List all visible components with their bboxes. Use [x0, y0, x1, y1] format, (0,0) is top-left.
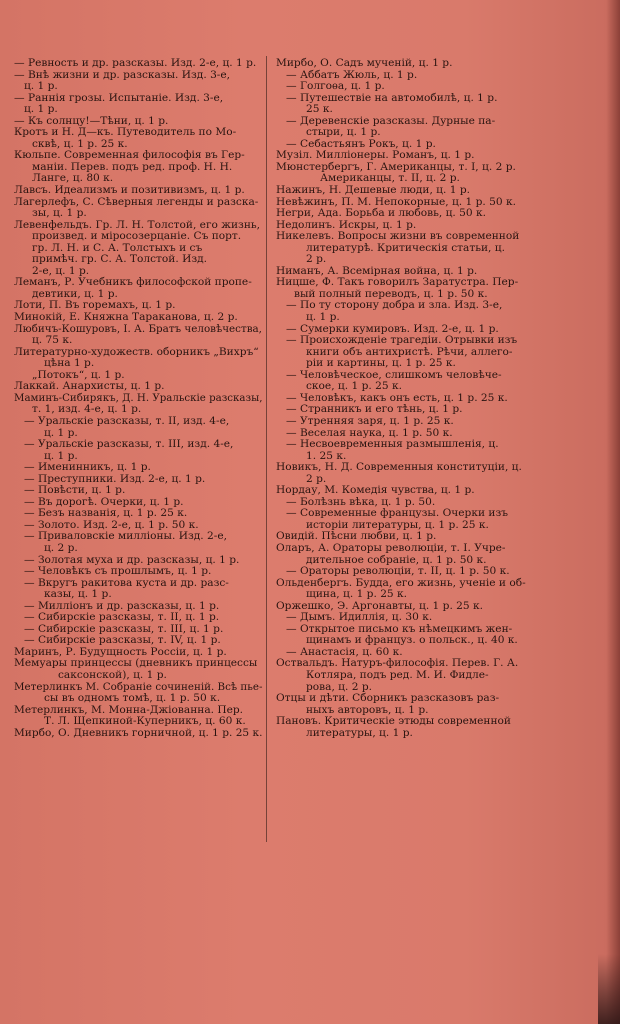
catalog-line: — Путешествіе на автомобилѣ, ц. 1 р. [286, 91, 498, 104]
catalog-line: — Анастасія, ц. 60 к. [286, 645, 403, 658]
catalog-line: — Именинникъ, ц. 1 р. [24, 461, 151, 474]
catalog-line: Отцы и дѣти. Сборникъ разсказовъ раз- [276, 692, 500, 705]
catalog-line: Ниманъ, А. Всемірная война, ц. 1 р. [276, 264, 478, 277]
catalog-line: Новикъ, Н. Д. Современныя конституціи, ц. [276, 461, 522, 474]
catalog-line: Ольденбергъ. Будда, его жизнь, ученіе и об- [276, 576, 526, 589]
catalog-line: вый полный переводъ, ц. 1 р. 50 к. [294, 287, 488, 300]
catalog-line: — Сибирскіе разсказы, т. III, ц. 1 р. [24, 622, 224, 635]
catalog-line: Леманъ, Р. Учебникъ философской пропе- [14, 276, 252, 289]
catalog-line: — Приваловскіе милліоны. Изд. 2-е, [24, 530, 227, 543]
catalog-line: — Милліонъ и др. разсказы, ц. 1 р. [24, 599, 220, 612]
catalog-line: ц. 75 к. [32, 334, 73, 347]
catalog-line: Нордау, М. Комедія чувства, ц. 1 р. [276, 484, 475, 497]
catalog-line: Американцы, т. II, ц. 2 р. [320, 172, 460, 185]
catalog-line: гр. Л. Н. и С. А. Толстыхъ и съ [32, 241, 203, 254]
catalog-line: — Веселая наука, ц. 1 р. 50 к. [286, 426, 453, 439]
catalog-line: книги объ антихристѣ. Рѣчи, аллего- [306, 345, 513, 358]
catalog-line: Маминъ-Сибирякъ, Д. Н. Уральскіе разсказы, [14, 391, 263, 404]
catalog-line: цѣна 1 р. [44, 357, 95, 370]
catalog-line: — Сибирскіе разсказы, т. IV, ц. 1 р. [24, 634, 221, 647]
catalog-line: Лоти, П. Въ горемахъ, ц. 1 р. [14, 299, 176, 312]
catalog-line: — Дымъ. Идиллія, ц. 30 к. [286, 611, 433, 624]
catalog-line: Лагерлефъ, С. Сѣверныя легенды и разска- [14, 195, 259, 208]
catalog-line: рова, ц. 2 р. [306, 680, 372, 693]
catalog-line: сы въ одномъ томѣ, ц. 1 р. 50 к. [44, 692, 221, 705]
left-column [14, 58, 262, 739]
catalog-line: ныхъ авторовъ, ц. 1 р. [306, 703, 429, 716]
catalog-line: Ланге, ц. 80 к. [32, 172, 114, 185]
catalog-line: Ницше, Ф. Такъ говорилъ Заратустра. Пер- [276, 276, 519, 289]
right-column [276, 58, 550, 739]
catalog-line: сквѣ, ц. 1 р. 25 к. [32, 137, 128, 150]
catalog-line: — Аббатъ Жюль, ц. 1 р. [286, 68, 418, 81]
catalog-line: исторіи литературы, ц. 1 р. 25 к. [306, 518, 489, 531]
catalog-line: „Потокъ“, ц. 1 р. [32, 368, 125, 381]
catalog-line: Маринъ, Р. Будущность Россіи, ц. 1 р. [14, 645, 227, 658]
catalog-line: — Внѣ жизни и др. разсказы. Изд. 3-е, [14, 68, 231, 81]
catalog-line: — Человѣкъ, какъ онъ есть, ц. 1 р. 25 к. [286, 391, 508, 404]
catalog-line: т. 1, изд. 4-е, ц. 1 р. [32, 403, 142, 416]
catalog-line: ц. 1 р. [306, 311, 340, 324]
catalog-line: — По ту сторону добра и зла. Изд. 3-е, [286, 299, 503, 312]
catalog-line: — Голгоѳа, ц. 1 р. [286, 80, 385, 93]
catalog-line: Мирбо, О. Дневникъ горничной, ц. 1 р. 25 к. [14, 726, 263, 739]
catalog-line: саксонской), ц. 1 р. [58, 668, 167, 681]
catalog-line: ріи и картины, ц. 1 р. 25 к. [306, 357, 456, 370]
catalog-line: Кротъ и Н. Д—къ. Путеводитель по Мо- [14, 126, 237, 139]
catalog-line: — Происхожденіе трагедіи. Отрывки изъ [286, 334, 518, 347]
catalog-line: — Болѣзнь вѣка, ц. 1 р. 50. [286, 495, 436, 508]
catalog-line: — Раннія грозы. Испытаніе. Изд. 3-е, [14, 91, 224, 104]
catalog-line: литературѣ. Критическія статьи, ц. [306, 241, 505, 254]
catalog-line: Никелевъ. Вопросы жизни въ современной [276, 230, 520, 243]
catalog-line: Метерлинкъ М. Собраніе сочиненій. Всѣ пье- [14, 680, 263, 693]
catalog-line: Пановъ. Критическіе этюды современной [276, 715, 511, 728]
catalog-line: 25 к. [306, 103, 333, 116]
catalog-line: — Повѣсти, ц. 1 р. [24, 484, 126, 497]
catalog-line: — Себастьянъ Рокъ, ц. 1 р. [286, 137, 436, 150]
catalog-line: Любичъ-Кошуровъ, І. А. Братъ человѣчества, [14, 322, 262, 335]
catalog-line: — Сибирскіе разсказы, т. II, ц. 1 р. [24, 611, 220, 624]
catalog-line: ц. 1 р. [24, 80, 58, 93]
catalog-line: — Золото. Изд. 2-е, ц. 1 р. 50 к. [24, 518, 199, 531]
page-edge-shadow [606, 0, 620, 1024]
catalog-line: 2 р. [306, 253, 327, 266]
catalog-line: Овидій. Пѣсни любви, ц. 1 р. [276, 530, 437, 543]
catalog-line: 2-е, ц. 1 р. [32, 264, 90, 277]
catalog-line: ц. 1 р. [44, 426, 78, 439]
catalog-line: — Сумерки кумировъ. Изд. 2-е, ц. 1 р. [286, 322, 499, 335]
catalog-line: Мюнстербергъ, Г. Американцы, т. I, ц. 2 р. [276, 160, 516, 173]
catalog-line: ц. 1 р. [24, 103, 58, 116]
catalog-line: Лаккай. Анархисты, ц. 1 р. [14, 380, 165, 393]
catalog-line: Оствальдъ. Натуръ-философія. Перев. Г. А. [276, 657, 519, 670]
catalog-line: щинамъ и француз. о польск., ц. 40 к. [306, 634, 518, 647]
catalog-line: примѣч. гр. С. А. Толстой. Изд. [32, 253, 207, 266]
catalog-line: — Ревность и др. разсказы. Изд. 2-е, ц. 1 р. [14, 57, 257, 69]
catalog-line: маніи. Перев. подъ ред. проф. Н. Н. [32, 160, 233, 173]
catalog-line: Левенфельдъ. Гр. Л. Н. Толстой, его жизнь, [14, 218, 261, 231]
catalog-line: Т. Л. Щепкиной-Куперникъ, ц. 60 к. [44, 715, 246, 728]
catalog-line: Нажинъ, Н. Дешевые люди, ц. 1 р. [276, 184, 470, 197]
catalog-line: — Открытое письмо къ нѣмецкимъ жен- [286, 622, 513, 635]
catalog-line: — Несвоевременныя размышленія, ц. [286, 438, 499, 451]
catalog-line: — Странникъ и его тѣнь, ц. 1 р. [286, 403, 463, 416]
catalog-line: ц. 1 р. [44, 449, 78, 462]
catalog-line: литературы, ц. 1 р. [306, 726, 413, 739]
catalog-line: Негри, Ада. Борьба и любовь, ц. 50 к. [276, 207, 486, 220]
page-corner-shadow [598, 954, 620, 1024]
catalog-line: — Вкругъ ракитова куста и др. разс- [24, 576, 229, 589]
catalog-line: — Золотая муха и др. разсказы, ц. 1 р. [24, 553, 240, 566]
catalog-line: Оржешко, Э. Аргонавты, ц. 1 р. 25 к. [276, 599, 484, 612]
catalog-line: — Къ солнцу!—Тѣни, ц. 1 р. [14, 114, 169, 127]
catalog-line: Метерлинкъ, М. Монна-Джіованна. Пер. [14, 703, 244, 716]
catalog-line: ц. 2 р. [44, 541, 78, 554]
catalog-line: Мемуары принцессы (дневникъ принцессы [14, 657, 258, 670]
catalog-line: — Уральскіе разсказы, т. III, изд. 4-е, [24, 438, 234, 451]
catalog-line: ское, ц. 1 р. 25 к. [306, 380, 402, 393]
catalog-line: Котляра, подъ ред. М. И. Фидле- [306, 668, 489, 681]
catalog-line: Недолинъ. Искры, ц. 1 р. [276, 218, 417, 231]
catalog-line: зы, ц. 1 р. [32, 207, 87, 220]
catalog-line: — Безъ названія, ц. 1 р. 25 к. [24, 507, 188, 520]
catalog-line: 2 р. [306, 472, 327, 485]
catalog-line: — Человѣкъ съ прошлымъ, ц. 1 р. [24, 565, 212, 578]
catalog-line: — Утренняя заря, ц. 1 р. 25 к. [286, 414, 454, 427]
catalog-line: Лавсъ. Идеализмъ и позитивизмъ, ц. 1 р. [14, 184, 245, 197]
catalog-line: Литературно-художеств. оборникъ „Вихръ“ [14, 345, 259, 358]
catalog-line: — Человѣческое, слишкомъ человѣче- [286, 368, 502, 381]
catalog-line: Музіл. Милліонеры. Романъ, ц. 1 р. [276, 149, 475, 162]
catalog-line: щина, ц. 1 р. 25 к. [306, 588, 408, 601]
catalog-line: — Современные французы. Очерки изъ [286, 507, 508, 520]
catalog-line: — Уральскіе разсказы, т. II, изд. 4-е, [24, 414, 230, 427]
catalog-line: — Ораторы революціи, т. II, ц. 1 р. 50 к. [286, 565, 510, 578]
catalog-line: — Деревенскіе разсказы. Дурные па- [286, 114, 496, 127]
catalog-line: казы, ц. 1 р. [44, 588, 112, 601]
catalog-line: Кюльпе. Современная философія въ Гер- [14, 149, 245, 162]
column-divider [266, 56, 267, 842]
catalog-line: 1. 25 к. [306, 449, 347, 462]
catalog-line: Оларъ, А. Ораторы революціи, т. I. Учре- [276, 541, 506, 554]
catalog-line: дительное собраніе, ц. 1 р. 50 к. [306, 553, 487, 566]
catalog-line: стыри, ц. 1 р. [306, 126, 381, 139]
catalog-line: — Преступники. Изд. 2-е, ц. 1 р. [24, 472, 206, 485]
catalog-line: — Въ дорогѣ. Очерки, ц. 1 р. [24, 495, 184, 508]
catalog-line: Минокій, Е. Княжна Тараканова, ц. 2 р. [14, 311, 238, 324]
catalog-line: Мирбо, О. Садъ мученій, ц. 1 р. [276, 57, 453, 69]
catalog-line: произвед. и міросозерцаніе. Съ порт. [32, 230, 242, 243]
catalog-line: Невѣжинъ, П. М. Непокорные, ц. 1 р. 50 к. [276, 195, 516, 208]
catalog-line: девтики, ц. 1 р. [32, 287, 118, 300]
